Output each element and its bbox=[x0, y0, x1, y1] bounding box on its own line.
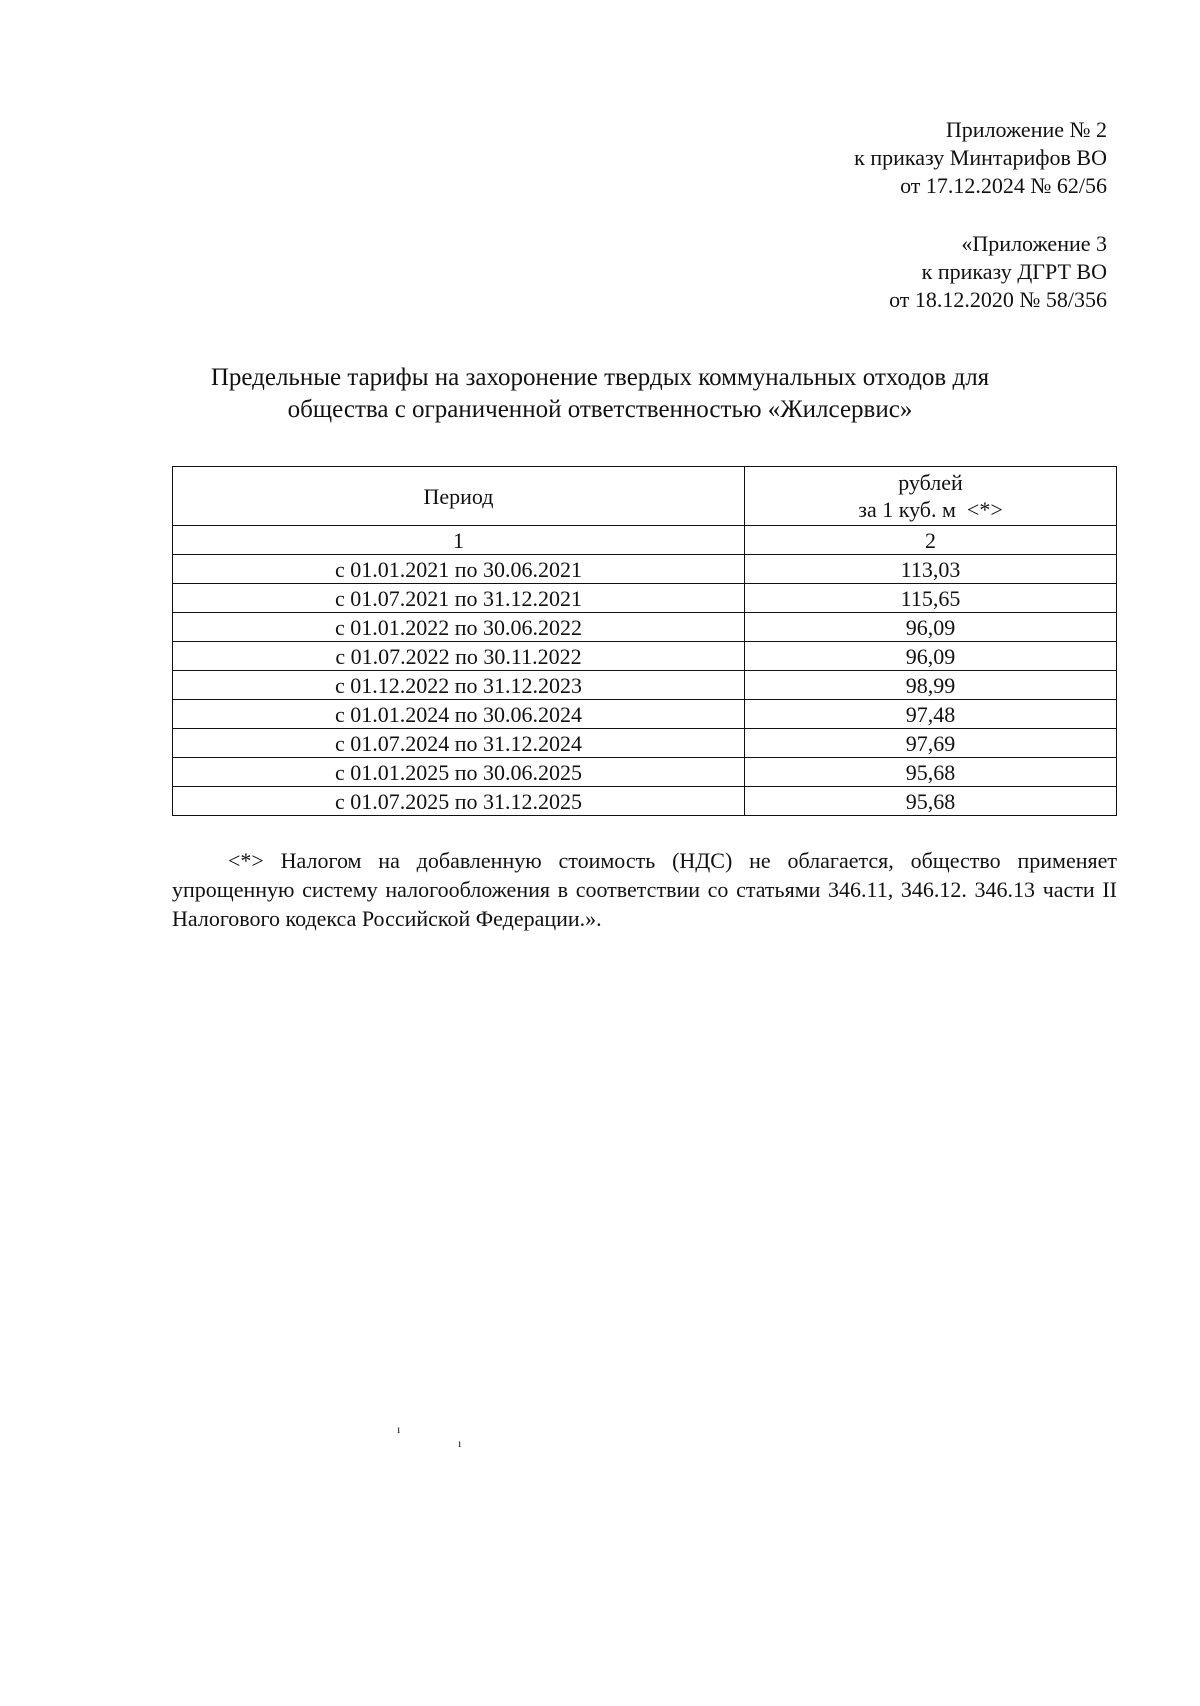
period-cell: с 01.01.2022 по 30.06.2022 bbox=[173, 613, 745, 642]
table-row bbox=[173, 584, 1117, 613]
period-cell: с 01.07.2024 по 31.12.2024 bbox=[173, 729, 745, 758]
document-title-line: Предельные тарифы на захоронение твердых коммунальных отходов для bbox=[210, 364, 990, 391]
value-cell: 97,69 bbox=[745, 729, 1117, 758]
scan-speck: ı bbox=[397, 1422, 401, 1436]
document-title-line: общества с ограниченной ответственностью «Жилсервис» bbox=[287, 396, 913, 423]
appendix-header-line: от 17.12.2024 № 62/56 bbox=[900, 173, 1107, 198]
value-cell: 96,09 bbox=[745, 613, 1117, 642]
tax-footnote: <*> Налогом на добавленную стоимость (НДС) не облагается, общество применяет упрощенную систему налогообложения в соответствии со статьями 346.11, 346.12. 346.13 части II Налогового кодекса Российской Федерации.». bbox=[172, 848, 1117, 931]
value-cell: 96,09 bbox=[745, 642, 1117, 671]
value-cell: 113,03 bbox=[745, 555, 1117, 584]
table-row bbox=[173, 729, 1117, 758]
original-appendix-line: от 18.12.2020 № 58/356 bbox=[889, 287, 1107, 312]
period-cell: с 01.01.2025 по 30.06.2025 bbox=[173, 758, 745, 787]
header-unit-line: рублей bbox=[898, 470, 963, 495]
header-unit bbox=[745, 467, 1117, 526]
value-cell: 98,99 bbox=[745, 671, 1117, 700]
period-cell: с 01.01.2024 по 30.06.2024 bbox=[173, 700, 745, 729]
table-header-row bbox=[173, 467, 1117, 526]
column-number: 2 bbox=[745, 526, 1117, 555]
appendix-header-line: к приказу Минтарифов ВО bbox=[854, 145, 1107, 170]
period-cell: с 01.07.2021 по 31.12.2021 bbox=[173, 584, 745, 613]
tariff-table bbox=[172, 466, 1117, 816]
value-cell: 97,48 bbox=[745, 700, 1117, 729]
appendix-header bbox=[854, 116, 1107, 200]
original-appendix-line: «Приложение 3 bbox=[961, 231, 1107, 256]
document-title bbox=[150, 362, 1050, 426]
period-cell: с 01.12.2022 по 31.12.2023 bbox=[173, 671, 745, 700]
table-row bbox=[173, 555, 1117, 584]
scan-speck: ı bbox=[458, 1436, 462, 1450]
table-row bbox=[173, 758, 1117, 787]
table-row bbox=[173, 642, 1117, 671]
table-row bbox=[173, 787, 1117, 816]
original-appendix-line: к приказу ДГРТ ВО bbox=[921, 259, 1107, 284]
value-cell: 115,65 bbox=[745, 584, 1117, 613]
table-row bbox=[173, 700, 1117, 729]
period-cell: с 01.07.2025 по 31.12.2025 bbox=[173, 787, 745, 816]
period-cell: с 01.01.2021 по 30.06.2021 bbox=[173, 555, 745, 584]
appendix-header-line: Приложение № 2 bbox=[945, 117, 1107, 142]
value-cell: 95,68 bbox=[745, 758, 1117, 787]
period-cell: с 01.07.2022 по 30.11.2022 bbox=[173, 642, 745, 671]
table-row bbox=[173, 613, 1117, 642]
original-appendix-header bbox=[889, 230, 1107, 314]
column-number-row bbox=[173, 526, 1117, 555]
header-period: Период bbox=[173, 467, 745, 526]
value-cell: 95,68 bbox=[745, 787, 1117, 816]
table-row bbox=[173, 671, 1117, 700]
column-number: 1 bbox=[173, 526, 745, 555]
header-unit-line: за 1 куб. м <*> bbox=[858, 497, 1003, 522]
